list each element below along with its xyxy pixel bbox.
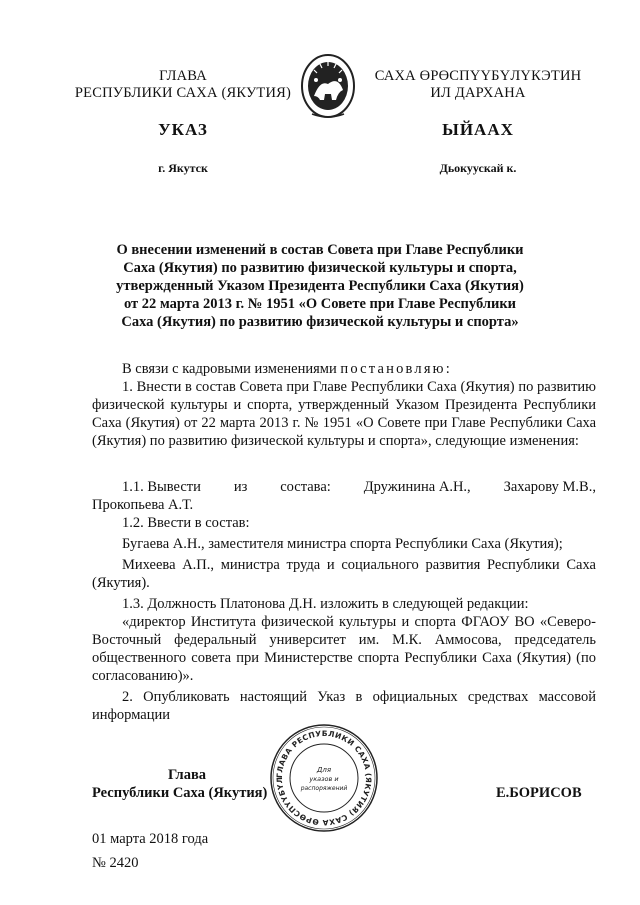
stamp-ring-text: ГЛАВА РЕСПУБЛИКИ САХА (ЯКУТИЯ) САХА ӨРӨСПҮҮБҮЛ [274, 728, 374, 828]
official-stamp [268, 722, 380, 834]
paragraph-1: 1. Внести в состав Совета при Главе Республики Саха (Якутия) по развитию физической культуры и спорта, утвержденный Указом Президента Республики Саха (Якутия) от 22 марта 2013 г. № 1951 «О Совете при Главе Республики Саха (Якутия) по развитию физической культуры и спорта», следующие изменения: [92, 379, 596, 449]
stamp-center-line2: указов и [309, 775, 339, 783]
paragraph-2: 2. Опубликовать настоящий Указ в официальных средствах массовой информации [92, 689, 596, 723]
intro-decree-word: постановляю: [340, 361, 452, 377]
subject-line: Саха (Якутия) по развитию физической культуры и спорта» [121, 314, 519, 330]
city-right: Дьокуускай к. [439, 161, 517, 175]
p11-f: Прокопьева А.Т. [92, 497, 194, 513]
decree-title-right: ЫЙААХ [442, 120, 514, 139]
signatory-name: Е.БОРИСОВ [496, 785, 582, 801]
stamp-center-line1: Для [316, 766, 332, 774]
p11-d: Дружинина А.Н., [363, 479, 471, 495]
paragraph-1-3: 1.3. Должность Платонова Д.Н. изложить в следующей редакции: [122, 596, 529, 612]
header-left [68, 68, 298, 102]
paragraph-1-2-b: Михеева А.П., министра труда и социального развития Республики Саха (Якутия). [92, 557, 596, 591]
signature-line1: Глава [167, 767, 207, 783]
stamp-center-line3: распоряжений [300, 785, 348, 792]
city-left: г. Якутск [158, 161, 208, 175]
header-right [358, 68, 598, 102]
paragraph-1-2: 1.2. Ввести в состав: [122, 515, 250, 531]
paragraph-1-3-text: «директор Института физической культуры и спорта ФГАОУ ВО «Северо-Восточный федеральный университет им. М.К. Аммосова, председатель общественного совета при Министерстве спорта Республики Саха (Якутия) (по согласованию)». [92, 614, 596, 684]
intro-text: В связи с кадровыми изменениями [122, 361, 337, 377]
coat-of-arms-icon [298, 50, 358, 120]
header-left-line1: ГЛАВА [159, 68, 207, 84]
subject-line: Саха (Якутия) по развитию физической культуры и спорта, [123, 260, 517, 276]
intro-paragraph [92, 360, 596, 378]
header-right-line2: ИЛ ДАРХАНА [430, 85, 526, 101]
p11-e: Захарову М.В., [503, 479, 596, 495]
paragraph-1-2-a: Бугаева А.Н., заместителя министра спорта Республики Саха (Якутия); [122, 536, 563, 552]
paragraph-1-1 [92, 478, 596, 514]
decree-title-left: УКАЗ [158, 120, 208, 139]
paragraph-1-1-row [92, 478, 596, 496]
signature-line2: Республики Саха (Якутия) [92, 785, 268, 801]
decree-date: 01 марта 2018 года [92, 831, 209, 847]
decree-number: № 2420 [92, 855, 139, 871]
p11-a: 1.1. Вывести [122, 479, 201, 495]
header-left-line2: РЕСПУБЛИКИ САХА (ЯКУТИЯ) [74, 85, 292, 101]
p11-b: из [233, 479, 248, 495]
subject-line: от 22 марта 2013 г. № 1951 «О Совете при Главе Республики [123, 296, 517, 312]
p11-c: состава: [280, 479, 331, 495]
subject-line: О внесении изменений в состав Совета при Главе Республики [116, 242, 524, 258]
decree-subject [80, 241, 560, 331]
signature-title [92, 766, 282, 784]
subject-line: утвержденный Указом Президента Республики Саха (Якутия) [116, 278, 524, 294]
header-right-line1: САХА ӨРӨСПҮҮБҮЛҮКЭТИН [374, 68, 582, 84]
